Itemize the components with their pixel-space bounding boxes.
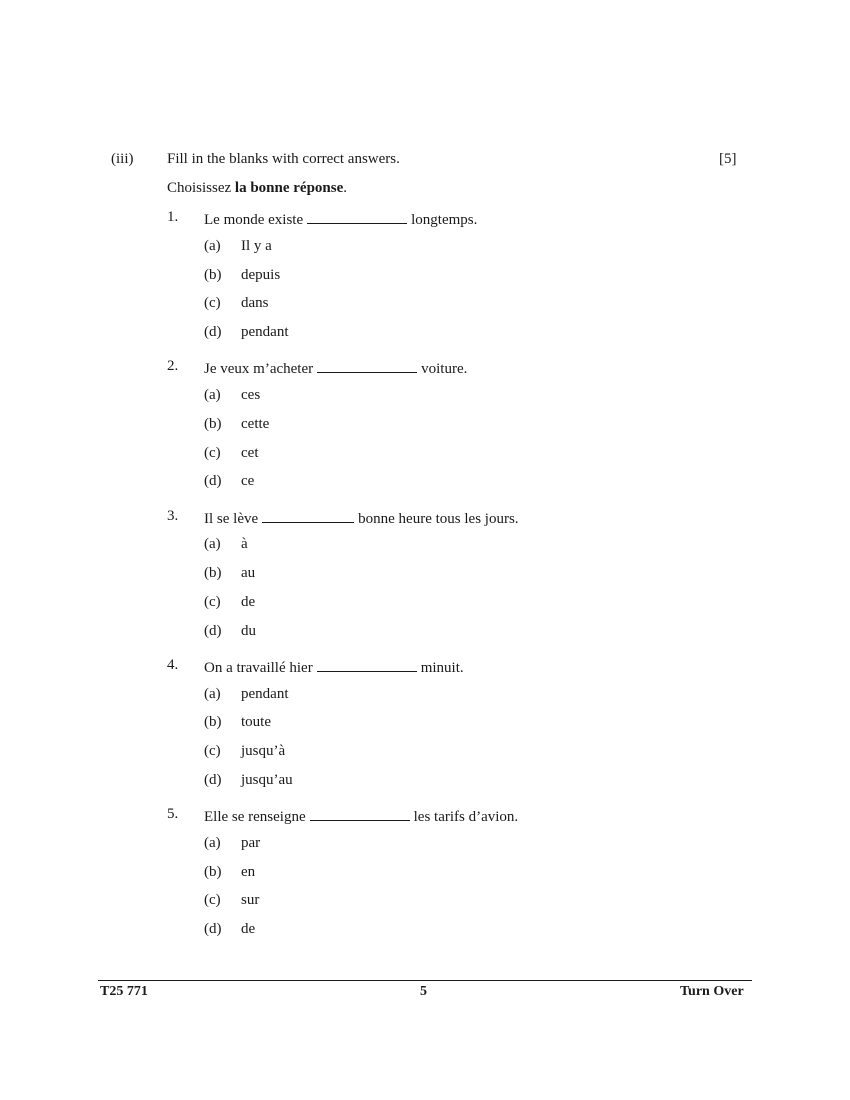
- question-text-before: On a travaillé hier: [204, 660, 313, 676]
- answer-blank: [310, 806, 410, 821]
- option-label: (b): [204, 416, 222, 432]
- question-text: [204, 209, 477, 229]
- footer-divider: [98, 980, 752, 981]
- option-label: (a): [204, 387, 221, 403]
- option-text: pendant: [241, 324, 289, 340]
- question-text: [204, 657, 464, 677]
- option-text: ce: [241, 473, 255, 489]
- option-text: pendant: [241, 686, 289, 702]
- option-label: (c): [204, 295, 221, 311]
- option-label: (d): [204, 921, 222, 937]
- option-text: toute: [241, 714, 271, 730]
- sub-instruction-suffix: .: [343, 180, 348, 196]
- question-number: 5.: [167, 806, 179, 822]
- question-text-before: Elle se renseigne: [204, 809, 306, 825]
- option-text: Il y a: [241, 238, 272, 254]
- option-label: (c): [204, 892, 221, 908]
- question-text-after: les tarifs d’avion.: [413, 809, 519, 825]
- option-label: (d): [204, 324, 222, 340]
- question-text-before: Le monde existe: [204, 212, 304, 228]
- option-text: au: [241, 565, 256, 581]
- option-text: sur: [241, 892, 260, 908]
- option-label: (b): [204, 714, 222, 730]
- option-text: jusqu’au: [241, 772, 293, 788]
- option-label: (a): [204, 238, 221, 254]
- option-text: du: [241, 623, 256, 639]
- option-label: (a): [204, 835, 221, 851]
- option-text: cet: [241, 445, 259, 461]
- question-text-after: voiture.: [421, 361, 468, 377]
- question-text: [204, 806, 518, 826]
- option-label: (a): [204, 536, 221, 552]
- answer-blank: [262, 508, 354, 523]
- question-text: [204, 358, 467, 378]
- paper-code: T25 771: [100, 984, 148, 999]
- sub-instruction-bold: la bonne réponse: [234, 180, 344, 196]
- section-instruction: Fill in the blanks with correct answers.: [167, 151, 400, 167]
- question-text: [204, 508, 519, 528]
- question-text-after: longtemps.: [411, 212, 478, 228]
- page-number: 5: [420, 984, 427, 999]
- question-number: 3.: [167, 508, 179, 524]
- question-text-after: minuit.: [420, 660, 464, 676]
- option-label: (c): [204, 445, 221, 461]
- option-label: (d): [204, 772, 222, 788]
- option-label: (c): [204, 743, 221, 759]
- question-number: 2.: [167, 358, 179, 374]
- option-text: par: [241, 835, 261, 851]
- turn-over-label: Turn Over: [680, 984, 744, 999]
- option-label: (b): [204, 267, 222, 283]
- question-text-before: Il se lève: [204, 511, 259, 527]
- question-number: 1.: [167, 209, 179, 225]
- option-text: cette: [241, 416, 270, 432]
- option-label: (a): [204, 686, 221, 702]
- section-number: (iii): [111, 151, 134, 167]
- answer-blank: [317, 657, 417, 672]
- option-text: de: [241, 921, 256, 937]
- option-text: ces: [241, 387, 261, 403]
- option-label: (d): [204, 623, 222, 639]
- option-label: (b): [204, 565, 222, 581]
- option-text: depuis: [241, 267, 281, 283]
- option-text: dans: [241, 295, 269, 311]
- option-label: (b): [204, 864, 222, 880]
- option-text: en: [241, 864, 256, 880]
- option-label: (c): [204, 594, 221, 610]
- option-text: à: [241, 536, 248, 552]
- answer-blank: [317, 358, 417, 373]
- sub-instruction: [167, 180, 347, 197]
- section-marks: [5]: [719, 151, 737, 167]
- question-number: 4.: [167, 657, 179, 673]
- option-text: jusqu’à: [241, 743, 286, 759]
- sub-instruction-prefix: Choisissez: [167, 180, 235, 196]
- option-text: de: [241, 594, 256, 610]
- answer-blank: [307, 209, 407, 224]
- option-label: (d): [204, 473, 222, 489]
- question-text-before: Je veux m’acheter: [204, 361, 314, 377]
- question-text-after: bonne heure tous les jours.: [358, 511, 519, 527]
